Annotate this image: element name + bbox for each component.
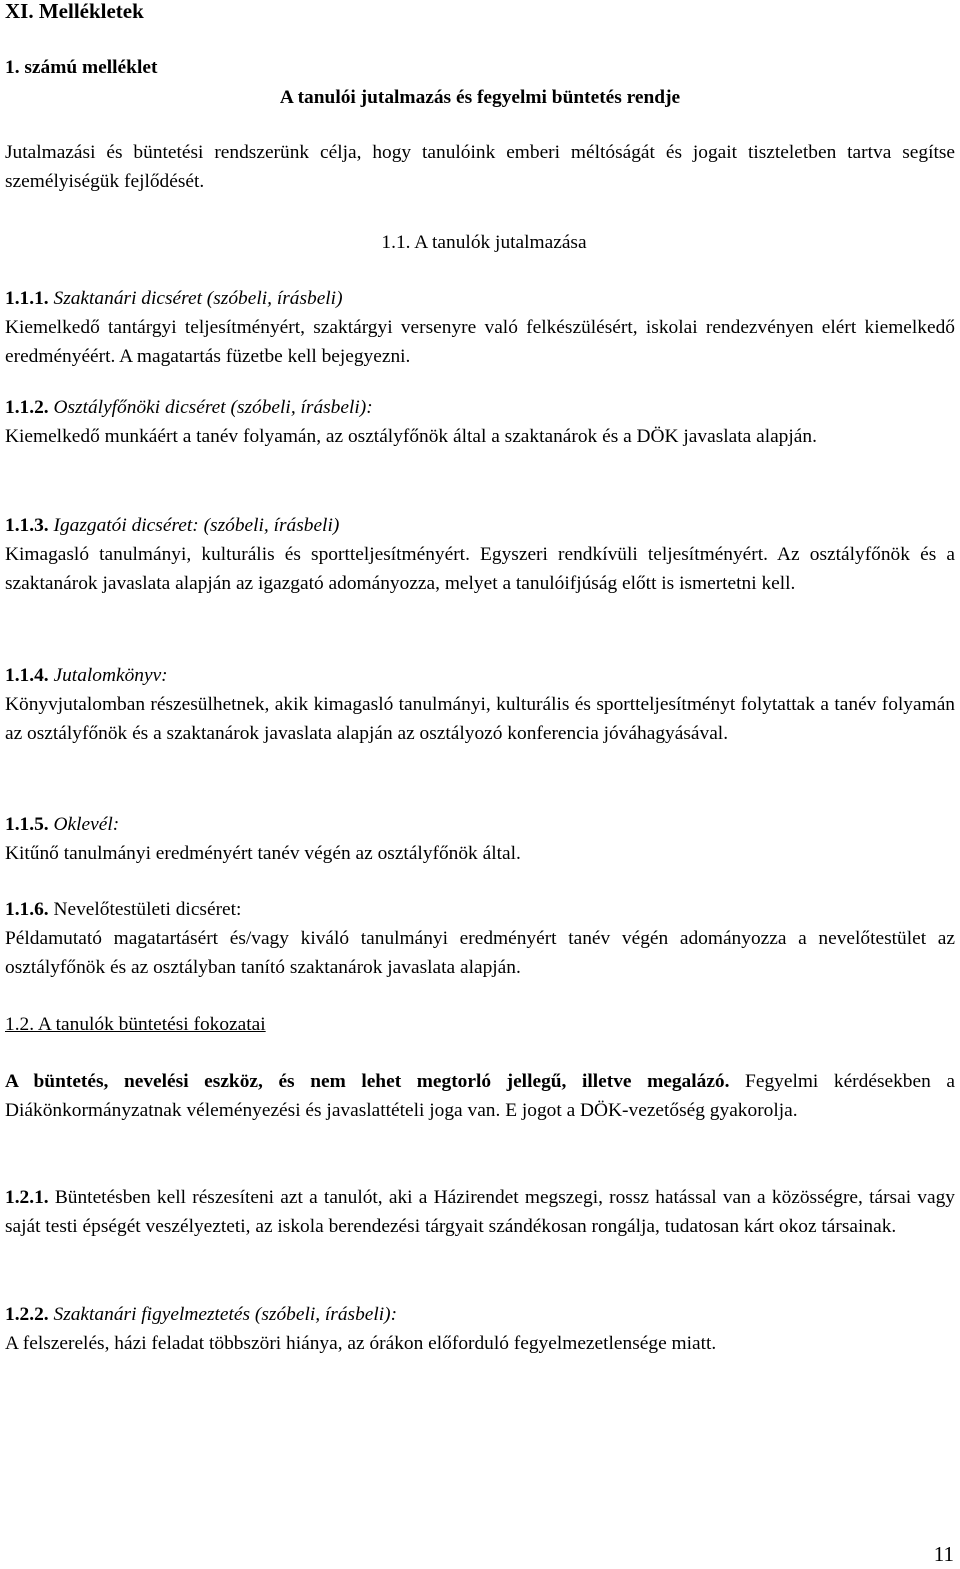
item-text: A felszerelés, házi feladat többszöri hiánya, az órákon előforduló fegyelmezetlensége miatt.: [5, 1333, 717, 1354]
item-title: Jutalomkönyv:: [53, 665, 168, 686]
reward-item: [5, 284, 955, 371]
reward-item-heading: [5, 284, 955, 313]
item-number: 1.1.1.: [5, 288, 49, 309]
reward-item: [5, 810, 955, 868]
item-number: 1.1.3.: [5, 515, 49, 536]
reward-item-heading: [5, 511, 955, 540]
item-title: Szaktanári figyelmeztetés (szóbeli, írásbeli):: [53, 1304, 398, 1325]
reward-item: [5, 661, 955, 748]
item-title: Oklevél:: [53, 814, 120, 835]
item-title: Szaktanári dicséret (szóbeli, írásbeli): [53, 288, 343, 309]
lead-rest: Fegyelmi kérdésekben a Diákönkormányzatnak véleményezési és javaslattételi joga van. E jogot a DÖK-vezetőség gyakorolja.: [5, 1071, 955, 1121]
item-number: 1.1.6.: [5, 899, 49, 920]
item-text: Könyvjutalomban részesülhetnek, akik kimagasló tanulmányi, kulturális és sportteljesítményt folytattak a tanév folyamán az osztályfőnök és a szaktanárok javaslata alapján az osztályozó konferencia jóváhagyásával.: [5, 694, 955, 744]
chapter-title: XI. Mellékletek: [5, 0, 144, 23]
reward-item: [5, 393, 955, 451]
reward-item-heading: [5, 810, 955, 839]
reward-item-heading: [5, 393, 955, 422]
item-text: Példamutató magatartásért és/vagy kiváló tanulmányi eredményért tanév végén adományozza a nevelőtestület az osztályfőnök és az osztályban tanító szaktanárok javaslata alapján.: [5, 928, 955, 978]
intro-paragraph: Jutalmazási és büntetési rendszerünk célja, hogy tanulóink emberi méltóságát és jogait tiszteletben tartva segítse személyiségük fejlődését.: [5, 142, 955, 192]
item-number: 1.1.4.: [5, 665, 49, 686]
item-title: Nevelőtestületi dicséret:: [53, 899, 242, 920]
punishment-lead-paragraph: [5, 1067, 955, 1125]
page-number: 11: [933, 1542, 954, 1566]
punishment-item: [5, 1183, 955, 1241]
item-text: Büntetésben kell részesíteni azt a tanulót, aki a Házirendet megszegi, rossz hatással van a közösségre, társai vagy saját testi épségét veszélyezteti, az iskola berendezési tárgyait szándékosan rongálja, tudatosan kárt okoz társainak.: [5, 1187, 955, 1237]
item-text: Kiemelkedő tantárgyi teljesítményért, szaktárgyi versenyre való felkészülésért, iskolai rendezvényen elért kiemelkedő eredményéért. A magatartás füzetbe kell bejegyezni.: [5, 317, 955, 367]
section-heading-punishments: 1.2. A tanulók büntetési fokozatai: [5, 1014, 266, 1035]
annex-number: 1. számú melléklet: [5, 57, 158, 78]
lead-bold-sentence: A büntetés, nevelési eszköz, és nem lehet megtorló jellegű, illetve megalázó.: [5, 1071, 730, 1092]
item-number: 1.2.2.: [5, 1304, 49, 1325]
reward-item: [5, 895, 955, 982]
item-text: Kitűnő tanulmányi eredményért tanév végén az osztályfőnök által.: [5, 843, 521, 864]
item-number: 1.1.5.: [5, 814, 49, 835]
punishment-item: [5, 1300, 955, 1358]
section-heading-rewards: 1.1. A tanulók jutalmazása: [381, 232, 587, 253]
item-text: Kimagasló tanulmányi, kulturális és sportteljesítményért. Egyszeri rendkívüli teljesítményért. Az osztályfőnök és a szaktanárok javaslata alapján az igazgató adományozza, melyet a tanulóifjúság előtt is ismertetni kell.: [5, 544, 955, 594]
item-title: Osztályfőnöki dicséret (szóbeli, írásbeli):: [53, 397, 373, 418]
annex-title: A tanulói jutalmazás és fegyelmi büntetés rendje: [279, 87, 681, 108]
item-title: Igazgatói dicséret: (szóbeli, írásbeli): [53, 515, 340, 536]
reward-item-heading: [5, 661, 955, 690]
item-number: 1.1.2.: [5, 397, 49, 418]
item-number: 1.2.1.: [5, 1187, 49, 1208]
punishment-item-heading: [5, 1300, 955, 1329]
reward-item: [5, 511, 955, 598]
reward-item-heading: [5, 895, 955, 924]
item-text: Kiemelkedő munkáért a tanév folyamán, az osztályfőnök által a szaktanárok és a DÖK javaslata alapján.: [5, 426, 817, 447]
